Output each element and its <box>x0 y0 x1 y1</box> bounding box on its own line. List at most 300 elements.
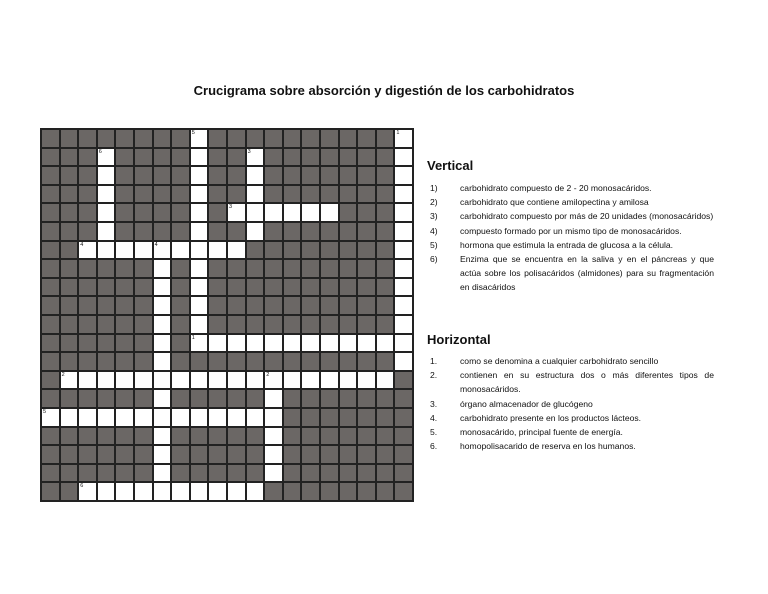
crossword-blocked-cell <box>78 259 97 278</box>
crossword-blocked-cell <box>78 222 97 241</box>
crossword-answer-cell[interactable] <box>190 241 209 260</box>
crossword-answer-cell[interactable] <box>301 334 320 353</box>
clue-number: 1. <box>430 356 438 366</box>
crossword-answer-cell[interactable] <box>246 408 265 427</box>
crossword-blocked-cell <box>246 278 265 297</box>
crossword-answer-cell[interactable] <box>115 482 134 501</box>
crossword-blocked-cell <box>60 427 79 446</box>
crossword-blocked-cell <box>301 408 320 427</box>
crossword-blocked-cell <box>134 389 153 408</box>
crossword-blocked-cell <box>41 389 60 408</box>
crossword-blocked-cell <box>339 352 358 371</box>
crossword-answer-cell[interactable] <box>190 408 209 427</box>
crossword-blocked-cell <box>115 464 134 483</box>
crossword-answer-cell[interactable] <box>208 241 227 260</box>
crossword-blocked-cell <box>60 129 79 148</box>
crossword-answer-cell[interactable] <box>60 371 79 390</box>
crossword-answer-cell[interactable] <box>97 371 116 390</box>
crossword-blocked-cell <box>376 352 395 371</box>
crossword-blocked-cell <box>190 464 209 483</box>
crossword-blocked-cell <box>171 129 190 148</box>
crossword-blocked-cell <box>171 464 190 483</box>
crossword-answer-cell[interactable] <box>190 259 209 278</box>
crossword-answer-cell[interactable] <box>153 389 172 408</box>
crossword-answer-cell[interactable] <box>153 464 172 483</box>
crossword-blocked-cell <box>376 278 395 297</box>
crossword-answer-cell[interactable] <box>153 259 172 278</box>
crossword-answer-cell[interactable] <box>394 259 413 278</box>
crossword-blocked-cell <box>97 129 116 148</box>
crossword-blocked-cell <box>264 296 283 315</box>
crossword-blocked-cell <box>283 278 302 297</box>
crossword-blocked-cell <box>115 222 134 241</box>
crossword-answer-cell[interactable] <box>134 241 153 260</box>
crossword-answer-cell[interactable] <box>208 334 227 353</box>
crossword-answer-cell[interactable] <box>320 203 339 222</box>
crossword-blocked-cell <box>264 185 283 204</box>
clue-number: 2. <box>430 370 438 381</box>
crossword-answer-cell[interactable] <box>78 408 97 427</box>
crossword-answer-cell[interactable] <box>246 222 265 241</box>
clue-number: 2) <box>430 197 438 208</box>
crossword-blocked-cell <box>208 278 227 297</box>
crossword-blocked-cell <box>376 427 395 446</box>
crossword-answer-cell[interactable] <box>190 296 209 315</box>
crossword-blocked-cell <box>227 296 246 315</box>
crossword-answer-cell[interactable] <box>78 241 97 260</box>
crossword-answer-cell[interactable] <box>246 334 265 353</box>
vertical-section-title: Vertical <box>427 158 474 173</box>
crossword-blocked-cell <box>171 259 190 278</box>
crossword-answer-cell[interactable] <box>115 241 134 260</box>
crossword-blocked-cell <box>227 185 246 204</box>
crossword-answer-cell[interactable] <box>153 315 172 334</box>
crossword-blocked-cell <box>78 445 97 464</box>
crossword-answer-cell[interactable] <box>246 166 265 185</box>
crossword-clue-number: 4 <box>154 241 158 248</box>
crossword-blocked-cell <box>171 166 190 185</box>
crossword-answer-cell[interactable] <box>264 427 283 446</box>
crossword-blocked-cell <box>208 203 227 222</box>
crossword-answer-cell[interactable] <box>394 148 413 167</box>
crossword-blocked-cell <box>246 315 265 334</box>
crossword-answer-cell[interactable] <box>227 482 246 501</box>
crossword-blocked-cell <box>264 241 283 260</box>
crossword-blocked-cell <box>357 278 376 297</box>
crossword-blocked-cell <box>208 185 227 204</box>
crossword-answer-cell[interactable] <box>227 334 246 353</box>
crossword-answer-cell[interactable] <box>246 482 265 501</box>
crossword-blocked-cell <box>246 129 265 148</box>
crossword-answer-cell[interactable] <box>153 427 172 446</box>
crossword-answer-cell[interactable] <box>190 129 209 148</box>
crossword-blocked-cell <box>60 185 79 204</box>
crossword-clue-number: 3 <box>247 148 251 155</box>
crossword-blocked-cell <box>171 222 190 241</box>
crossword-blocked-cell <box>78 185 97 204</box>
crossword-answer-cell[interactable] <box>134 482 153 501</box>
crossword-blocked-cell <box>357 129 376 148</box>
crossword-blocked-cell <box>283 241 302 260</box>
crossword-blocked-cell <box>97 427 116 446</box>
crossword-blocked-cell <box>41 259 60 278</box>
crossword-blocked-cell <box>97 334 116 353</box>
crossword-answer-cell[interactable] <box>301 371 320 390</box>
crossword-blocked-cell <box>394 482 413 501</box>
crossword-blocked-cell <box>283 296 302 315</box>
crossword-answer-cell[interactable] <box>283 371 302 390</box>
crossword-blocked-cell <box>357 222 376 241</box>
crossword-answer-cell[interactable] <box>78 371 97 390</box>
crossword-answer-cell[interactable] <box>394 334 413 353</box>
crossword-answer-cell[interactable] <box>227 203 246 222</box>
crossword-blocked-cell <box>339 427 358 446</box>
crossword-grid <box>40 128 414 502</box>
crossword-blocked-cell <box>227 389 246 408</box>
crossword-blocked-cell <box>171 148 190 167</box>
crossword-answer-cell[interactable] <box>394 278 413 297</box>
crossword-answer-cell[interactable] <box>283 334 302 353</box>
crossword-blocked-cell <box>208 315 227 334</box>
crossword-blocked-cell <box>357 427 376 446</box>
crossword-blocked-cell <box>339 296 358 315</box>
crossword-blocked-cell <box>339 389 358 408</box>
crossword-blocked-cell <box>357 352 376 371</box>
crossword-blocked-cell <box>376 148 395 167</box>
crossword-blocked-cell <box>115 315 134 334</box>
crossword-answer-cell[interactable] <box>97 241 116 260</box>
crossword-answer-cell[interactable] <box>264 371 283 390</box>
crossword-blocked-cell <box>134 129 153 148</box>
crossword-blocked-cell <box>115 259 134 278</box>
crossword-blocked-cell <box>357 259 376 278</box>
crossword-answer-cell[interactable] <box>190 185 209 204</box>
crossword-answer-cell[interactable] <box>357 371 376 390</box>
crossword-blocked-cell <box>41 352 60 371</box>
crossword-answer-cell[interactable] <box>190 334 209 353</box>
clue-text: hormona que estimula la entrada de glucosa a la célula. <box>460 239 674 250</box>
crossword-answer-cell[interactable] <box>283 203 302 222</box>
crossword-answer-cell[interactable] <box>153 445 172 464</box>
crossword-blocked-cell <box>153 203 172 222</box>
crossword-answer-cell[interactable] <box>153 241 172 260</box>
crossword-blocked-cell <box>264 148 283 167</box>
crossword-blocked-cell <box>134 464 153 483</box>
crossword-blocked-cell <box>41 129 60 148</box>
crossword-answer-cell[interactable] <box>97 408 116 427</box>
crossword-answer-cell[interactable] <box>153 482 172 501</box>
crossword-blocked-cell <box>357 482 376 501</box>
crossword-blocked-cell <box>376 166 395 185</box>
crossword-blocked-cell <box>115 445 134 464</box>
crossword-answer-cell[interactable] <box>190 371 209 390</box>
crossword-blocked-cell <box>115 129 134 148</box>
crossword-clue-number: 4 <box>80 241 84 248</box>
crossword-answer-cell[interactable] <box>339 334 358 353</box>
vertical-clue <box>430 195 714 209</box>
crossword-blocked-cell <box>208 296 227 315</box>
crossword-answer-cell[interactable] <box>394 296 413 315</box>
crossword-blocked-cell <box>264 482 283 501</box>
crossword-blocked-cell <box>78 129 97 148</box>
crossword-blocked-cell <box>60 315 79 334</box>
crossword-answer-cell[interactable] <box>357 334 376 353</box>
crossword-answer-cell[interactable] <box>153 278 172 297</box>
crossword-answer-cell[interactable] <box>134 371 153 390</box>
crossword-blocked-cell <box>376 259 395 278</box>
crossword-answer-cell[interactable] <box>246 148 265 167</box>
crossword-answer-cell[interactable] <box>97 148 116 167</box>
clue-number: 3. <box>430 398 438 409</box>
crossword-answer-cell[interactable] <box>394 241 413 260</box>
crossword-blocked-cell <box>41 334 60 353</box>
crossword-answer-cell[interactable] <box>153 371 172 390</box>
crossword-answer-cell[interactable] <box>394 315 413 334</box>
crossword-answer-cell[interactable] <box>376 334 395 353</box>
crossword-blocked-cell <box>41 185 60 204</box>
clue-text: carbohidrato compuesto de 2 - 20 monosacáridos. <box>460 183 652 193</box>
crossword-blocked-cell <box>339 222 358 241</box>
crossword-blocked-cell <box>60 203 79 222</box>
crossword-blocked-cell <box>208 389 227 408</box>
crossword-blocked-cell <box>283 148 302 167</box>
crossword-blocked-cell <box>264 222 283 241</box>
crossword-answer-cell[interactable] <box>190 166 209 185</box>
crossword-answer-cell[interactable] <box>97 166 116 185</box>
crossword-blocked-cell <box>283 259 302 278</box>
crossword-answer-cell[interactable] <box>171 482 190 501</box>
crossword-blocked-cell <box>115 185 134 204</box>
crossword-answer-cell[interactable] <box>171 408 190 427</box>
crossword-blocked-cell <box>208 129 227 148</box>
crossword-blocked-cell <box>208 166 227 185</box>
crossword-blocked-cell <box>246 427 265 446</box>
crossword-blocked-cell <box>357 389 376 408</box>
crossword-blocked-cell <box>171 334 190 353</box>
crossword-blocked-cell <box>376 464 395 483</box>
crossword-answer-cell[interactable] <box>153 296 172 315</box>
crossword-blocked-cell <box>357 464 376 483</box>
vertical-clue <box>430 238 714 252</box>
crossword-answer-cell[interactable] <box>264 389 283 408</box>
crossword-answer-cell[interactable] <box>190 203 209 222</box>
crossword-answer-cell[interactable] <box>134 408 153 427</box>
crossword-blocked-cell <box>208 352 227 371</box>
crossword-blocked-cell <box>301 148 320 167</box>
crossword-answer-cell[interactable] <box>41 408 60 427</box>
clue-text: carbohidrato que contiene amilopectina y amilosa <box>460 197 649 208</box>
crossword-blocked-cell <box>301 296 320 315</box>
crossword-answer-cell[interactable] <box>208 371 227 390</box>
crossword-answer-cell[interactable] <box>320 334 339 353</box>
crossword-blocked-cell <box>264 278 283 297</box>
crossword-blocked-cell <box>60 389 79 408</box>
crossword-answer-cell[interactable] <box>190 148 209 167</box>
crossword-answer-cell[interactable] <box>246 371 265 390</box>
crossword-blocked-cell <box>208 222 227 241</box>
crossword-answer-cell[interactable] <box>246 185 265 204</box>
crossword-answer-cell[interactable] <box>97 222 116 241</box>
crossword-blocked-cell <box>283 427 302 446</box>
crossword-blocked-cell <box>60 278 79 297</box>
horizontal-section-title: Horizontal <box>427 332 491 347</box>
crossword-answer-cell[interactable] <box>115 408 134 427</box>
crossword-blocked-cell <box>134 278 153 297</box>
crossword-answer-cell[interactable] <box>264 203 283 222</box>
crossword-blocked-cell <box>320 315 339 334</box>
crossword-answer-cell[interactable] <box>320 371 339 390</box>
crossword-blocked-cell <box>153 129 172 148</box>
crossword-answer-cell[interactable] <box>227 371 246 390</box>
crossword-blocked-cell <box>376 482 395 501</box>
crossword-blocked-cell <box>339 482 358 501</box>
crossword-answer-cell[interactable] <box>190 482 209 501</box>
crossword-blocked-cell <box>60 166 79 185</box>
crossword-blocked-cell <box>394 445 413 464</box>
crossword-answer-cell[interactable] <box>190 315 209 334</box>
crossword-blocked-cell <box>320 278 339 297</box>
crossword-blocked-cell <box>171 445 190 464</box>
crossword-answer-cell[interactable] <box>264 408 283 427</box>
crossword-blocked-cell <box>301 464 320 483</box>
crossword-blocked-cell <box>171 315 190 334</box>
crossword-blocked-cell <box>60 482 79 501</box>
vertical-clue <box>430 209 714 223</box>
crossword-answer-cell[interactable] <box>394 129 413 148</box>
crossword-answer-cell[interactable] <box>171 241 190 260</box>
crossword-blocked-cell <box>171 427 190 446</box>
crossword-answer-cell[interactable] <box>394 222 413 241</box>
crossword-blocked-cell <box>339 259 358 278</box>
vertical-clue <box>430 252 714 295</box>
crossword-answer-cell[interactable] <box>394 185 413 204</box>
crossword-blocked-cell <box>320 148 339 167</box>
crossword-blocked-cell <box>376 241 395 260</box>
crossword-blocked-cell <box>301 445 320 464</box>
crossword-blocked-cell <box>171 389 190 408</box>
crossword-blocked-cell <box>357 148 376 167</box>
crossword-blocked-cell <box>320 408 339 427</box>
crossword-blocked-cell <box>301 278 320 297</box>
crossword-blocked-cell <box>78 203 97 222</box>
crossword-answer-cell[interactable] <box>60 408 79 427</box>
crossword-blocked-cell <box>301 166 320 185</box>
crossword-blocked-cell <box>339 315 358 334</box>
crossword-answer-cell[interactable] <box>171 371 190 390</box>
horizontal-clue <box>430 425 714 439</box>
horizontal-clue <box>430 411 714 425</box>
crossword-blocked-cell <box>171 352 190 371</box>
crossword-blocked-cell <box>320 427 339 446</box>
crossword-blocked-cell <box>78 389 97 408</box>
crossword-answer-cell[interactable] <box>227 408 246 427</box>
crossword-blocked-cell <box>134 352 153 371</box>
crossword-answer-cell[interactable] <box>264 334 283 353</box>
crossword-clue-number: 1 <box>191 334 195 341</box>
crossword-answer-cell[interactable] <box>153 352 172 371</box>
crossword-blocked-cell <box>264 166 283 185</box>
crossword-blocked-cell <box>78 334 97 353</box>
crossword-blocked-cell <box>208 148 227 167</box>
crossword-blocked-cell <box>283 315 302 334</box>
crossword-blocked-cell <box>115 296 134 315</box>
crossword-blocked-cell <box>227 427 246 446</box>
crossword-clue-number: 2 <box>266 371 270 378</box>
crossword-answer-cell[interactable] <box>264 445 283 464</box>
crossword-blocked-cell <box>246 259 265 278</box>
crossword-answer-cell[interactable] <box>376 371 395 390</box>
clue-text: compuesto formado por un mismo tipo de monosacáridos. <box>460 225 682 236</box>
crossword-blocked-cell <box>134 315 153 334</box>
crossword-clue-number: 6 <box>98 148 102 155</box>
crossword-answer-cell[interactable] <box>394 166 413 185</box>
crossword-blocked-cell <box>301 241 320 260</box>
crossword-blocked-cell <box>357 315 376 334</box>
crossword-blocked-cell <box>153 148 172 167</box>
crossword-blocked-cell <box>301 352 320 371</box>
crossword-answer-cell[interactable] <box>208 408 227 427</box>
crossword-blocked-cell <box>134 334 153 353</box>
crossword-answer-cell[interactable] <box>264 464 283 483</box>
crossword-answer-cell[interactable] <box>339 371 358 390</box>
crossword-answer-cell[interactable] <box>227 241 246 260</box>
crossword-blocked-cell <box>41 371 60 390</box>
clue-text: como se denomina a cualquier carbohidrato sencillo <box>460 356 659 366</box>
crossword-blocked-cell <box>227 259 246 278</box>
crossword-blocked-cell <box>134 166 153 185</box>
crossword-answer-cell[interactable] <box>97 203 116 222</box>
crossword-blocked-cell <box>320 482 339 501</box>
crossword-blocked-cell <box>339 278 358 297</box>
crossword-answer-cell[interactable] <box>190 278 209 297</box>
crossword-blocked-cell <box>97 445 116 464</box>
crossword-blocked-cell <box>208 259 227 278</box>
crossword-answer-cell[interactable] <box>115 371 134 390</box>
crossword-answer-cell[interactable] <box>301 203 320 222</box>
crossword-blocked-cell <box>376 315 395 334</box>
clue-number: 6) <box>430 254 438 265</box>
crossword-answer-cell[interactable] <box>394 203 413 222</box>
horizontal-clue <box>430 354 714 368</box>
crossword-blocked-cell <box>264 129 283 148</box>
clue-number: 5. <box>430 427 438 438</box>
clue-number: 5) <box>430 239 438 250</box>
crossword-blocked-cell <box>264 259 283 278</box>
crossword-blocked-cell <box>357 445 376 464</box>
crossword-answer-cell[interactable] <box>246 203 265 222</box>
crossword-answer-cell[interactable] <box>153 408 172 427</box>
crossword-answer-cell[interactable] <box>97 185 116 204</box>
crossword-blocked-cell <box>320 185 339 204</box>
crossword-blocked-cell <box>320 464 339 483</box>
crossword-blocked-cell <box>41 427 60 446</box>
crossword-blocked-cell <box>78 315 97 334</box>
crossword-answer-cell[interactable] <box>153 334 172 353</box>
crossword-answer-cell[interactable] <box>190 222 209 241</box>
crossword-blocked-cell <box>153 222 172 241</box>
crossword-answer-cell[interactable] <box>394 352 413 371</box>
crossword-answer-cell[interactable] <box>78 482 97 501</box>
crossword-blocked-cell <box>227 148 246 167</box>
clue-number: 4) <box>430 225 438 236</box>
crossword-answer-cell[interactable] <box>208 482 227 501</box>
clue-text: monosacárido, principal fuente de energía. <box>460 427 623 438</box>
crossword-blocked-cell <box>60 222 79 241</box>
crossword-blocked-cell <box>339 203 358 222</box>
crossword-blocked-cell <box>246 296 265 315</box>
crossword-answer-cell[interactable] <box>97 482 116 501</box>
crossword-blocked-cell <box>246 352 265 371</box>
